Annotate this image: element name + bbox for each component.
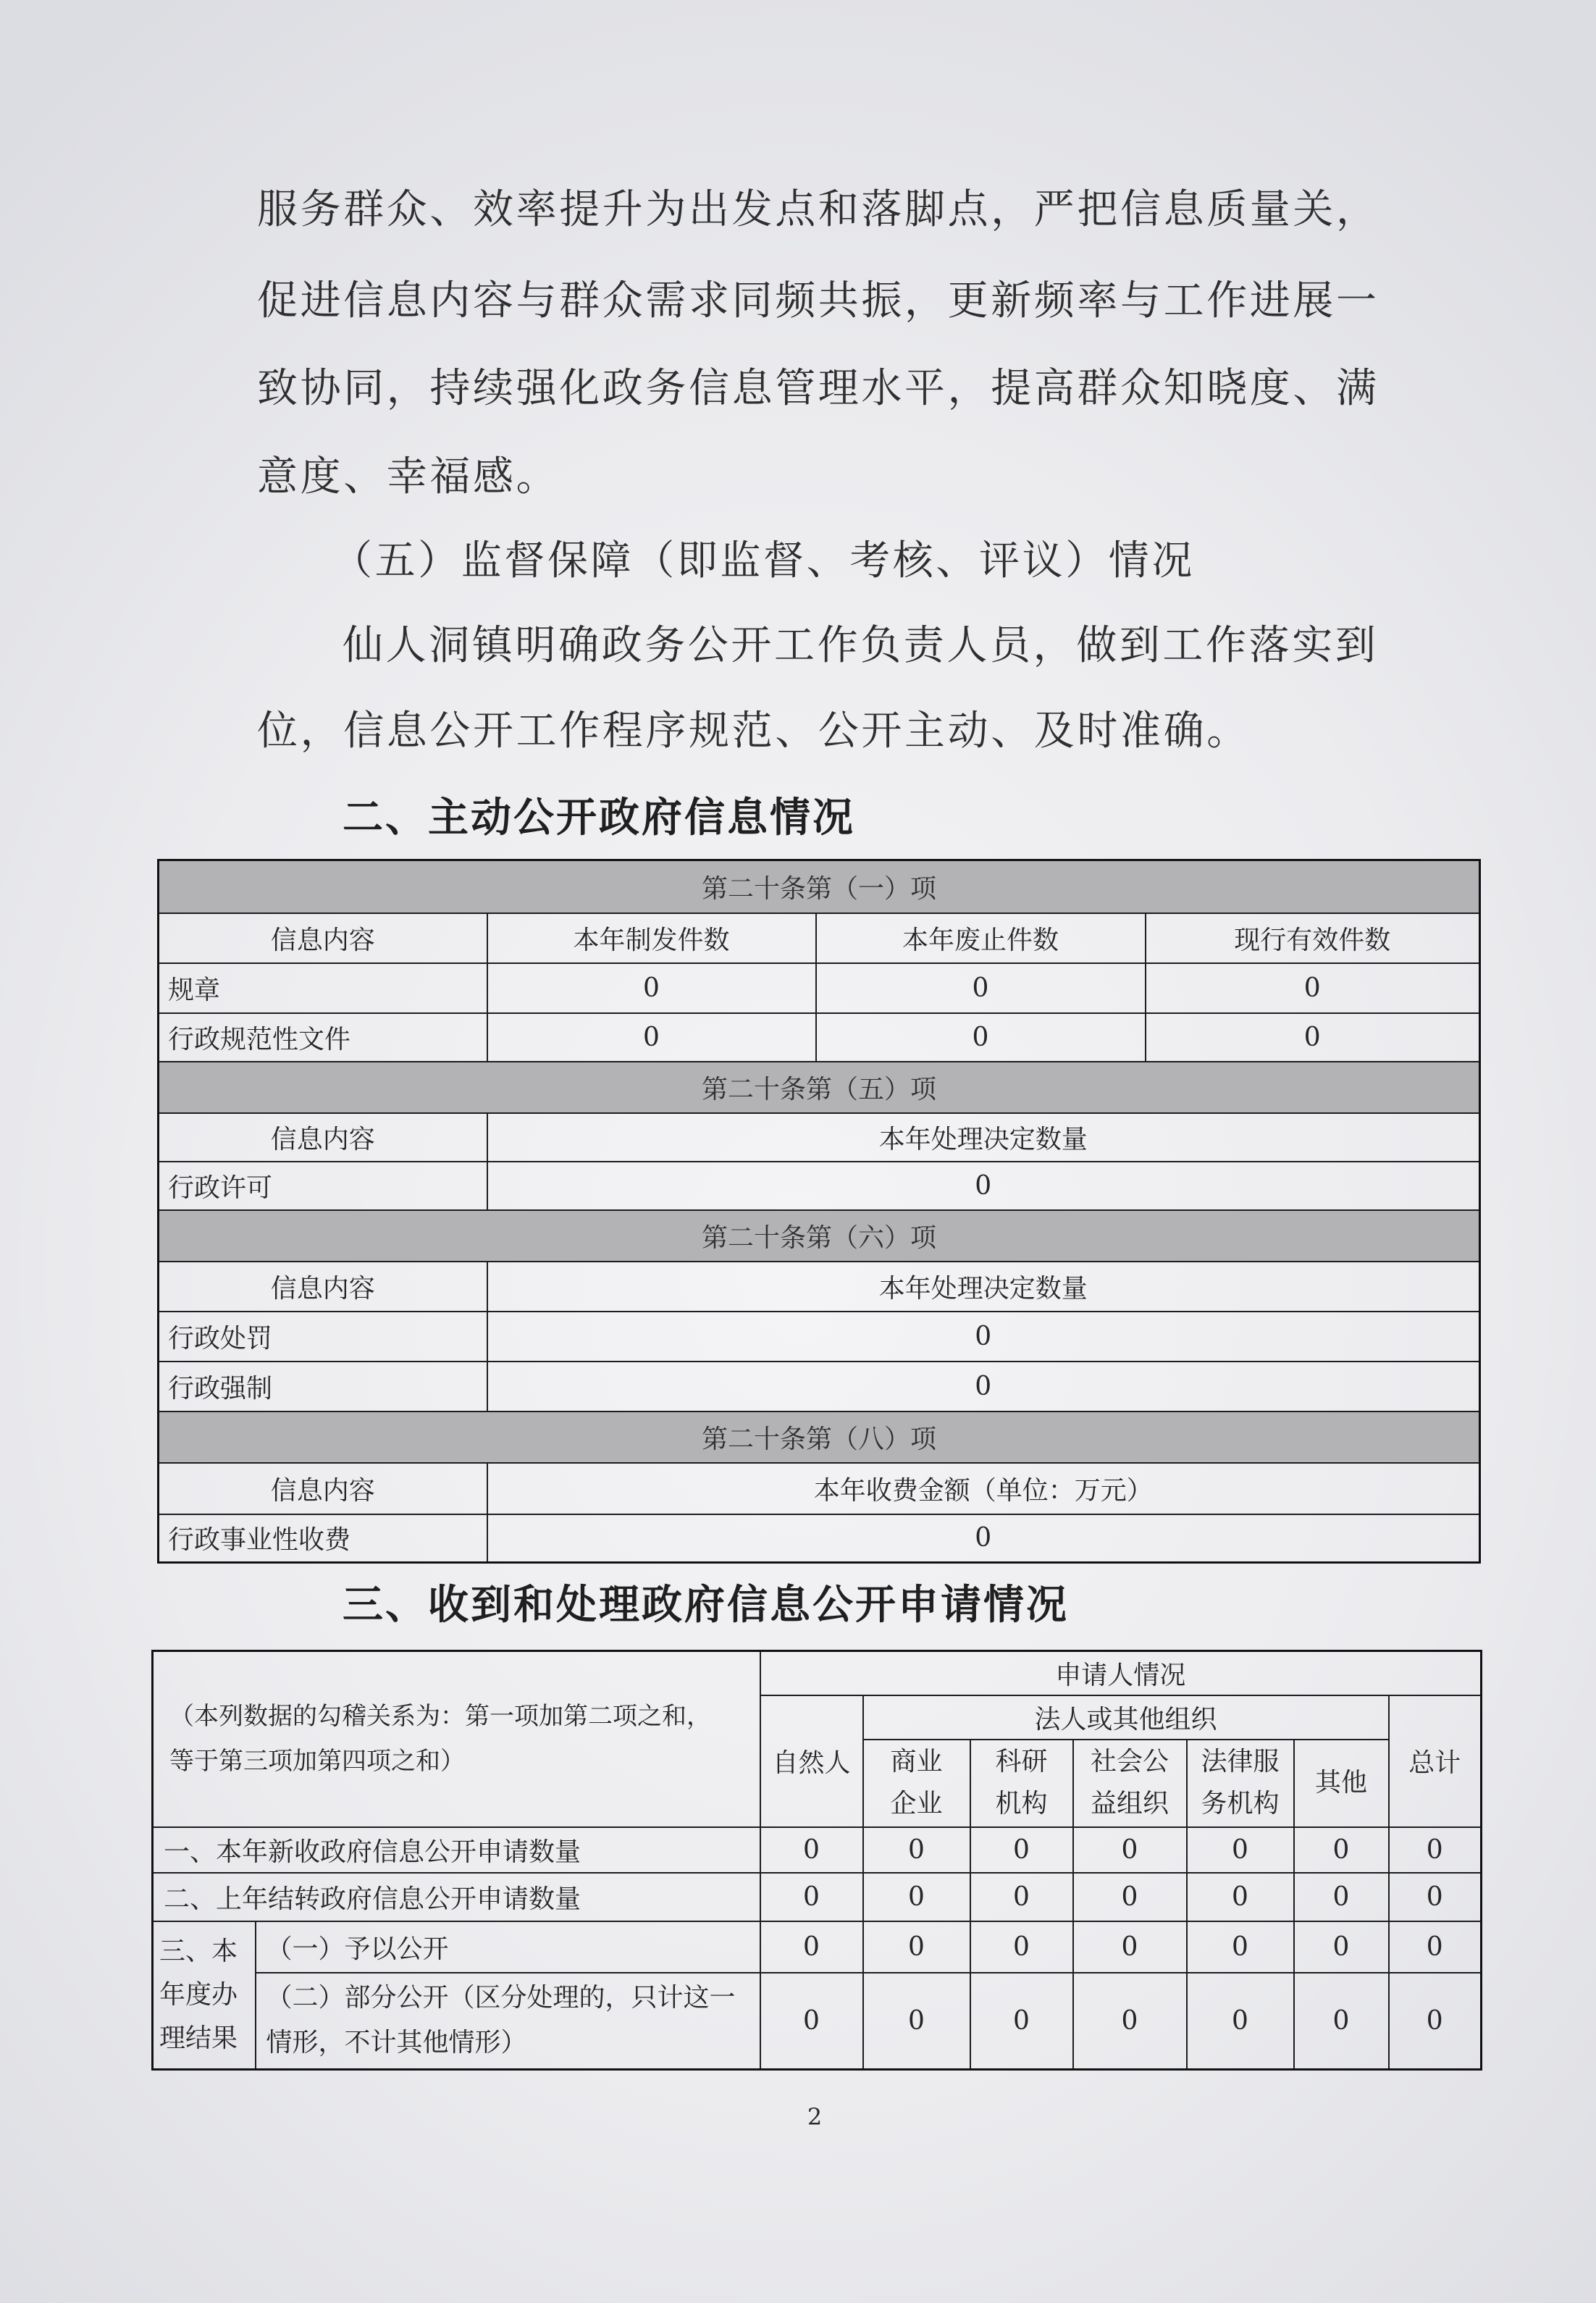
table-cell: 0 xyxy=(970,1973,1073,2070)
article-20-6-title: 第二十条第（六）项 xyxy=(159,1210,1480,1262)
row-label: 行政处罚 xyxy=(159,1312,487,1362)
column-header: 信息内容 xyxy=(159,913,487,963)
table-cell: 0 xyxy=(1073,1973,1187,2070)
active-disclosure-table xyxy=(157,859,1481,1564)
subsection-title: （五）监督保障（即监督、考核、评议）情况 xyxy=(332,537,1195,584)
table-cell: 0 xyxy=(816,1013,1146,1062)
article-20-8-title: 第二十条第（八）项 xyxy=(159,1411,1480,1463)
total-header: 总计 xyxy=(1389,1695,1482,1827)
table-cell: 0 xyxy=(760,1921,863,1973)
column-header: 本年制发件数 xyxy=(487,913,816,963)
table-cell: 0 xyxy=(1187,1873,1294,1921)
row-label: （二）部分公开（区分处理的，只计这一情形，不计其他情形） xyxy=(256,1973,760,2070)
applications-table xyxy=(151,1650,1482,2071)
row-label: 行政规范性文件 xyxy=(159,1013,487,1062)
table-cell: 0 xyxy=(487,1013,816,1062)
body-line: 意度、幸福感。 xyxy=(257,453,560,500)
table-cell: 0 xyxy=(760,1827,863,1873)
table-cell: 0 xyxy=(863,1873,970,1921)
row-label: 二、上年结转政府信息公开申请数量 xyxy=(153,1873,760,1921)
table-cell: 0 xyxy=(487,1514,1480,1563)
row-label: 一、本年新收政府信息公开申请数量 xyxy=(153,1827,760,1873)
entity-type-label: 法律服务机构 xyxy=(1201,1747,1280,1819)
section-heading-active-disclosure: 二、主动公开政府信息情况 xyxy=(343,794,855,842)
table-cell: 0 xyxy=(1294,1973,1389,2070)
note-line: （本列数据的勾稽关系为：第一项加第二项之和， xyxy=(169,1702,711,1732)
entity-type-label: 其他 xyxy=(1314,1768,1367,1797)
table-cell: 0 xyxy=(1187,1973,1294,2070)
entity-type-header xyxy=(1073,1740,1187,1827)
table-cell: 0 xyxy=(1294,1827,1389,1873)
table-cell: 0 xyxy=(1389,1873,1482,1921)
table-cell: 0 xyxy=(1187,1921,1294,1973)
table-cell: 0 xyxy=(863,1973,970,2070)
row-label: （一）予以公开 xyxy=(256,1921,760,1973)
result-group-label xyxy=(153,1921,256,2070)
table-cell: 0 xyxy=(1187,1827,1294,1873)
note-line: 等于第三项加第四项之和） xyxy=(169,1747,465,1776)
result-group-text: 三、本年度办理结果 xyxy=(159,1936,238,2053)
table-cell: 0 xyxy=(1073,1921,1187,1973)
body-line: 位，信息公开工作程序规范、公开主动、及时准确。 xyxy=(257,708,1250,755)
table-cell: 0 xyxy=(487,1312,1480,1362)
table-cell: 0 xyxy=(1389,1973,1482,2070)
table-cell: 0 xyxy=(1294,1921,1389,1973)
table-cell: 0 xyxy=(1389,1827,1482,1873)
entity-type-header xyxy=(970,1740,1073,1827)
row-label: 行政事业性收费 xyxy=(159,1514,487,1563)
table-cell: 0 xyxy=(1073,1873,1187,1921)
entity-type-header xyxy=(1294,1740,1389,1827)
table-cell: 0 xyxy=(760,1973,863,2070)
entity-type-label: 社会公益组织 xyxy=(1090,1747,1169,1819)
section-heading-applications: 三、收到和处理政府信息公开申请情况 xyxy=(343,1582,1069,1629)
column-header: 本年收费金额（单位：万元） xyxy=(487,1463,1480,1514)
applicant-header: 申请人情况 xyxy=(760,1651,1482,1695)
row-label: 规章 xyxy=(159,963,487,1013)
column-header: 信息内容 xyxy=(159,1113,487,1162)
table-cell: 0 xyxy=(487,963,816,1013)
table-cell: 0 xyxy=(1389,1921,1482,1973)
entity-type-label: 科研机构 xyxy=(995,1747,1048,1819)
table-cell: 0 xyxy=(1294,1873,1389,1921)
entity-type-label: 商业企业 xyxy=(890,1747,943,1819)
column-header: 本年废止件数 xyxy=(816,913,1146,963)
row-label: 行政许可 xyxy=(159,1162,487,1210)
table-cell: 0 xyxy=(970,1873,1073,1921)
reconciliation-note xyxy=(153,1651,760,1827)
body-line: 仙人洞镇明确政务公开工作负责人员，做到工作落实到 xyxy=(343,622,1379,669)
table-cell: 0 xyxy=(970,1921,1073,1973)
legal-entities-header: 法人或其他组织 xyxy=(863,1695,1389,1740)
body-line: 促进信息内容与群众需求同频共振，更新频率与工作进展一 xyxy=(257,277,1379,324)
table-cell: 0 xyxy=(1146,963,1480,1013)
article-20-5-title: 第二十条第（五）项 xyxy=(159,1062,1480,1113)
row-label: 行政强制 xyxy=(159,1362,487,1411)
table-cell: 0 xyxy=(970,1827,1073,1873)
table-cell: 0 xyxy=(863,1921,970,1973)
table-cell: 0 xyxy=(1073,1827,1187,1873)
table-cell: 0 xyxy=(760,1873,863,1921)
table-cell: 0 xyxy=(816,963,1146,1013)
page-number: 2 xyxy=(807,2103,823,2131)
column-header: 现行有效件数 xyxy=(1146,913,1480,963)
column-header: 信息内容 xyxy=(159,1463,487,1514)
table-cell: 0 xyxy=(487,1162,1480,1210)
body-line: 致协同，持续强化政务信息管理水平，提高群众知晓度、满 xyxy=(257,365,1379,412)
body-line: 服务群众、效率提升为出发点和落脚点，严把信息质量关， xyxy=(257,186,1379,233)
entity-type-header xyxy=(863,1740,970,1827)
table-cell: 0 xyxy=(1146,1013,1480,1062)
table-cell: 0 xyxy=(487,1362,1480,1411)
column-header: 信息内容 xyxy=(159,1262,487,1312)
entity-type-header xyxy=(1187,1740,1294,1827)
column-header: 本年处理决定数量 xyxy=(487,1262,1480,1312)
column-header: 本年处理决定数量 xyxy=(487,1113,1480,1162)
article-20-1-title: 第二十条第（一）项 xyxy=(159,860,1480,913)
table-cell: 0 xyxy=(863,1827,970,1873)
natural-person-header: 自然人 xyxy=(760,1695,863,1827)
